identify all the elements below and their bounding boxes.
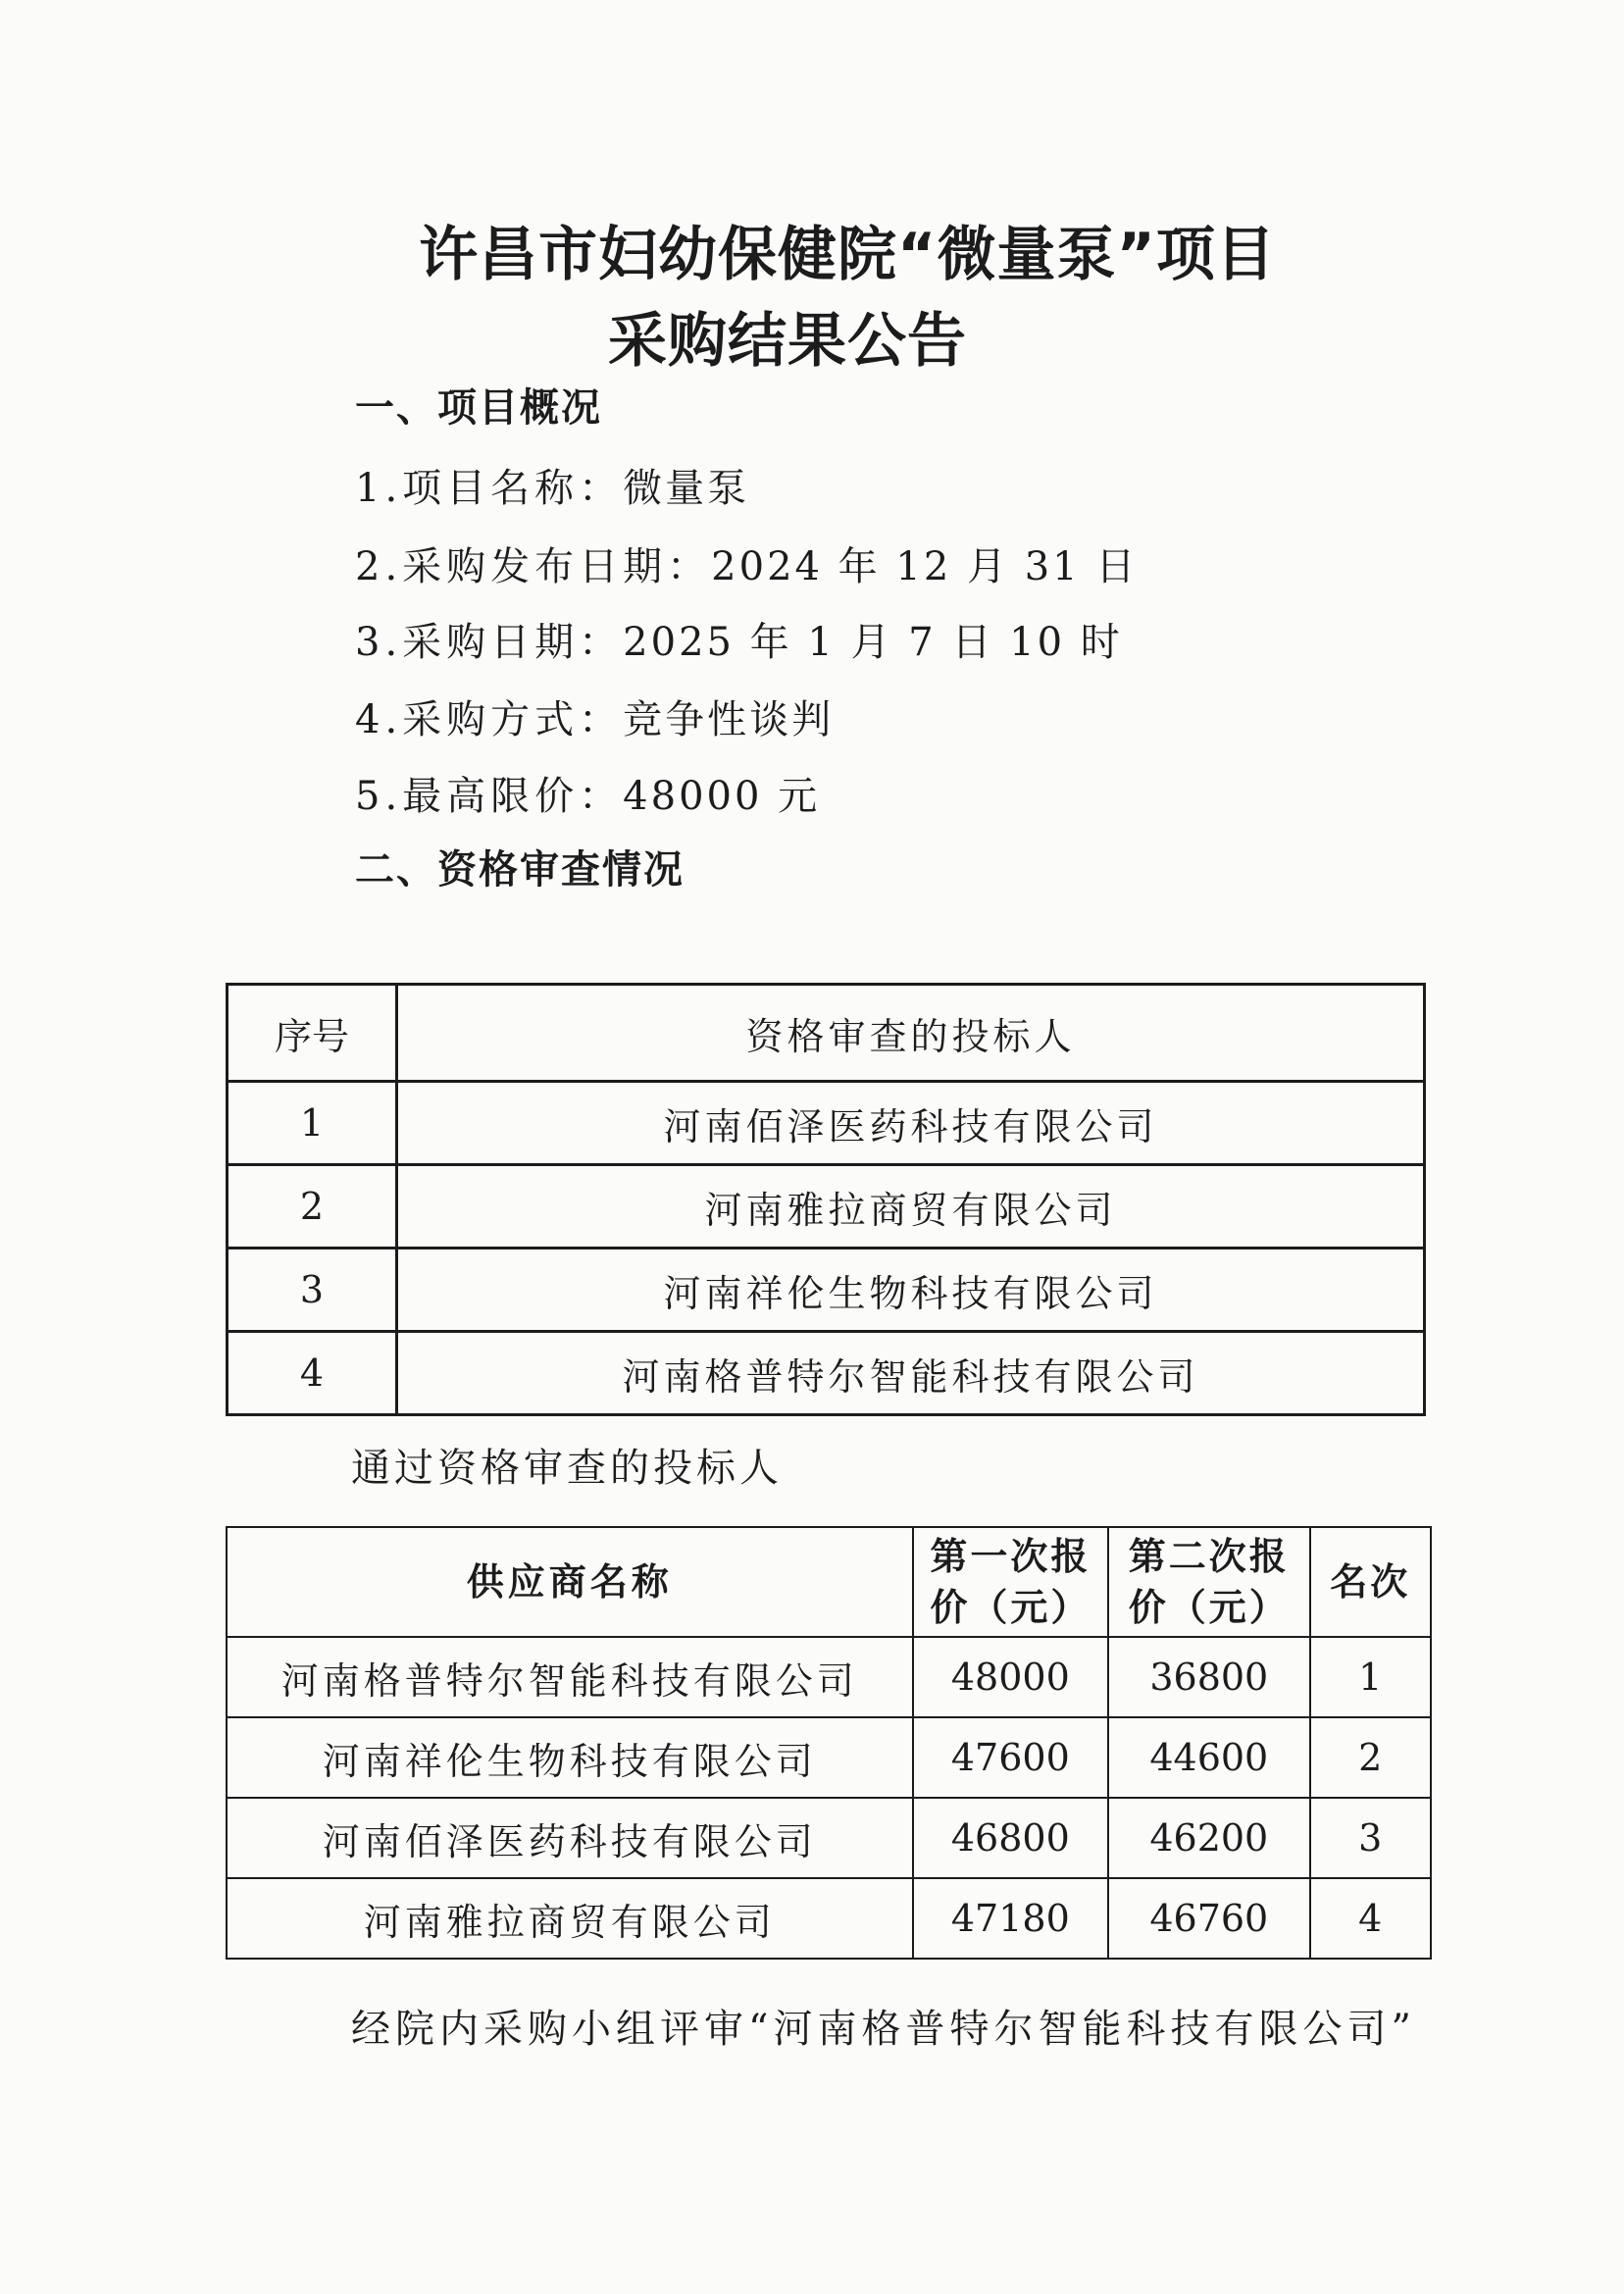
- section-heading-qualification: 二、资格审查情况: [355, 847, 685, 892]
- table-cell-first-quote: 48000: [913, 1637, 1108, 1717]
- table-cell-rank: 1: [1310, 1637, 1431, 1717]
- table-cell-second-quote: 46760: [1108, 1878, 1309, 1959]
- qualification-table: [226, 983, 1426, 1416]
- quotation-table: [226, 1526, 1432, 1960]
- document-title-line1: 许昌市妇幼保健院“微量泵”项目: [419, 221, 1276, 289]
- table-cell-second-quote: 36800: [1108, 1637, 1309, 1717]
- overview-item-project-name: [355, 457, 749, 513]
- overview-item-label: 1.项目名称：: [355, 466, 624, 511]
- overview-item-value: 微量泵: [623, 466, 750, 511]
- table-cell-bidder: 河南佰泽医药科技有限公司: [397, 1082, 1425, 1165]
- overview-item-value: 竞争性谈判: [623, 697, 835, 742]
- table-row: [227, 1878, 1431, 1959]
- table-row: [228, 1332, 1425, 1415]
- table-header-cell: 第一次报价（元）: [913, 1527, 1108, 1637]
- overview-item-publish-date: [355, 535, 1138, 591]
- table-cell-first-quote: 46800: [913, 1798, 1108, 1878]
- table-row: [227, 1798, 1431, 1878]
- document-title-line2: 采购结果公告: [608, 307, 967, 376]
- overview-item-value: 48000 元: [623, 774, 821, 819]
- table-header-cell: 供应商名称: [227, 1527, 913, 1637]
- table-cell-second-quote: 44600: [1108, 1717, 1309, 1798]
- table-row: [228, 1165, 1425, 1249]
- passed-bidders-label: 通过资格审查的投标人: [351, 1446, 783, 1491]
- table-cell-rank: 4: [1310, 1878, 1431, 1959]
- table-cell-supplier: 河南祥伦生物科技有限公司: [227, 1717, 913, 1798]
- overview-item-label: 2.采购发布日期：: [355, 544, 712, 589]
- table-cell-index: 2: [228, 1165, 397, 1249]
- table-cell-supplier: 河南格普特尔智能科技有限公司: [227, 1637, 913, 1717]
- table-row: [227, 1637, 1431, 1717]
- overview-item-label: 3.采购日期：: [355, 620, 624, 665]
- overview-item-label: 5.最高限价：: [355, 774, 624, 819]
- table-header-cell: 资格审查的投标人: [397, 985, 1425, 1082]
- table-cell-first-quote: 47600: [913, 1717, 1108, 1798]
- table-row: [228, 1249, 1425, 1332]
- overview-item-procurement-date: [355, 611, 1123, 667]
- table-cell-first-quote: 47180: [913, 1878, 1108, 1959]
- table-cell-second-quote: 46200: [1108, 1798, 1309, 1878]
- overview-item-label: 4.采购方式：: [355, 697, 624, 742]
- table-row: [227, 1717, 1431, 1798]
- overview-item-value: 2025 年 1 月 7 日 10 时: [623, 620, 1123, 665]
- overview-item-price-cap: [355, 765, 820, 821]
- table-header-row: [228, 985, 1425, 1082]
- overview-item-value: 2024 年 12 月 31 日: [711, 544, 1139, 589]
- table-cell-rank: 2: [1310, 1717, 1431, 1798]
- table-cell-index: 4: [228, 1332, 397, 1415]
- table-header-cell: 名次: [1310, 1527, 1431, 1637]
- table-header-row: [227, 1527, 1431, 1637]
- section-heading-overview: 一、项目概况: [355, 385, 602, 431]
- table-cell-index: 3: [228, 1249, 397, 1332]
- evaluation-conclusion: 经院内采购小组评审“河南格普特尔智能科技有限公司”: [351, 2007, 1416, 2052]
- table-cell-index: 1: [228, 1082, 397, 1165]
- table-row: [228, 1082, 1425, 1165]
- overview-item-procurement-method: [355, 688, 834, 744]
- table-cell-bidder: 河南祥伦生物科技有限公司: [397, 1249, 1425, 1332]
- table-cell-rank: 3: [1310, 1798, 1431, 1878]
- table-header-cell: 序号: [228, 985, 397, 1082]
- table-cell-supplier: 河南雅拉商贸有限公司: [227, 1878, 913, 1959]
- table-header-cell: 第二次报价（元）: [1108, 1527, 1309, 1637]
- table-cell-bidder: 河南格普特尔智能科技有限公司: [397, 1332, 1425, 1415]
- table-cell-bidder: 河南雅拉商贸有限公司: [397, 1165, 1425, 1249]
- table-cell-supplier: 河南佰泽医药科技有限公司: [227, 1798, 913, 1878]
